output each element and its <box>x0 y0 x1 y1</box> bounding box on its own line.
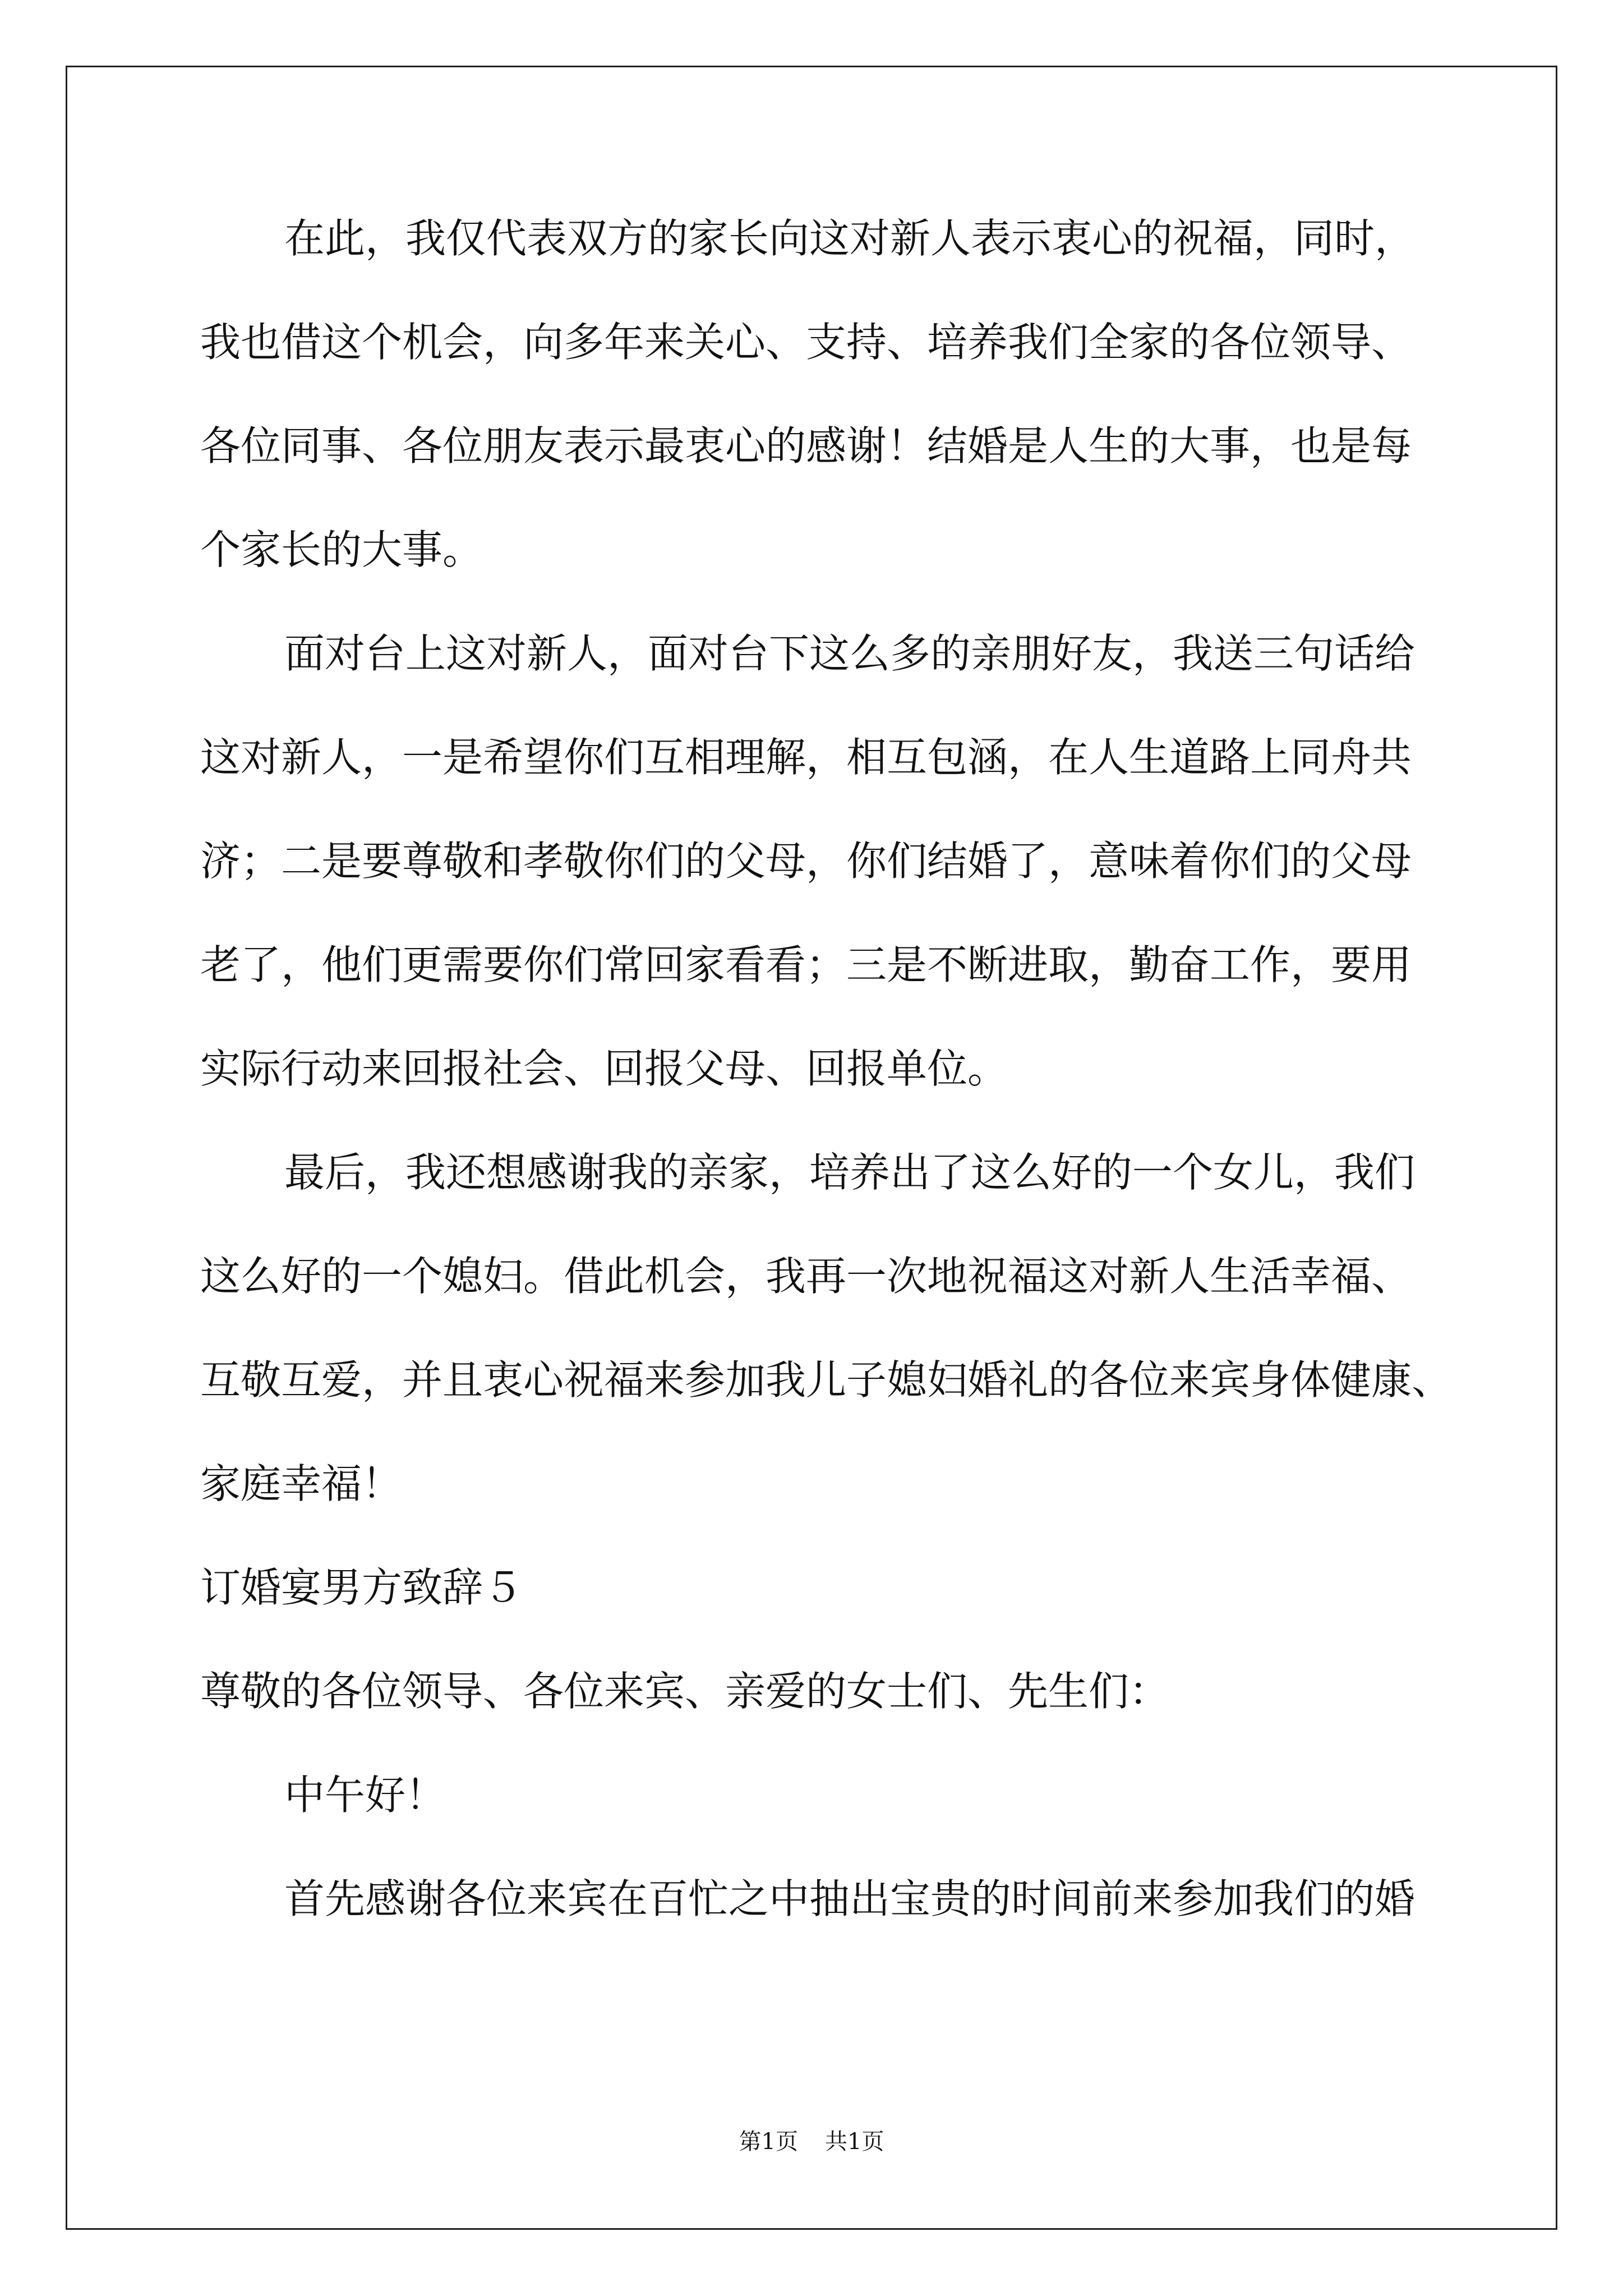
page-number: 第1页 <box>739 2129 798 2155</box>
paragraph-line: 互敬互爱，并且衷心祝福来参加我儿子媳妇婚礼的各位来宾身体健康、 <box>200 1356 1453 1404</box>
paragraph-line: 我也借这个机会，向多年来关心、支持、培养我们全家的各位领导、 <box>200 319 1412 366</box>
paragraph-line: 最后，我还想感谢我的亲家，培养出了这么好的一个女儿，我们 <box>284 1149 1415 1196</box>
page-footer <box>0 2125 1623 2159</box>
page-total: 共1页 <box>825 2129 884 2155</box>
paragraph-line: 个家长的大事。 <box>200 526 483 573</box>
paragraph-line: 实际行动来回报社会、回报父母、回报单位。 <box>200 1045 1008 1092</box>
paragraph-line: 面对台上这对新人，面对台下这么多的亲朋好友，我送三句话给 <box>284 630 1415 677</box>
paragraph-line: 老了，他们更需要你们常回家看看；三是不断进取，勤奋工作，要用 <box>200 941 1412 988</box>
section-heading: 订婚宴男方致辞５ <box>200 1564 524 1611</box>
paragraph-line: 在此，我仅代表双方的家长向这对新人表示衷心的祝福，同时， <box>284 215 1415 262</box>
paragraph-line: 这么好的一个媳妇。借此机会，我再一次地祝福这对新人生活幸福、 <box>200 1253 1412 1300</box>
paragraph-line: 家庭幸福！ <box>200 1460 403 1507</box>
greeting-line: 中午好！ <box>284 1772 446 1819</box>
paragraph-line: 首先感谢各位来宾在百忙之中抽出宝贵的时间前来参加我们的婚 <box>284 1875 1415 1922</box>
salutation-line: 尊敬的各位领导、各位来宾、亲爱的女士们、先生们： <box>200 1668 1170 1715</box>
paragraph-line: 这对新人，一是希望你们互相理解，相互包涵，在人生道路上同舟共 <box>200 734 1412 781</box>
paragraph-line: 济；二是要尊敬和孝敬你们的父母，你们结婚了，意味着你们的父母 <box>200 838 1412 885</box>
paragraph-line: 各位同事、各位朋友表示最衷心的感谢！结婚是人生的大事，也是每 <box>200 422 1412 470</box>
